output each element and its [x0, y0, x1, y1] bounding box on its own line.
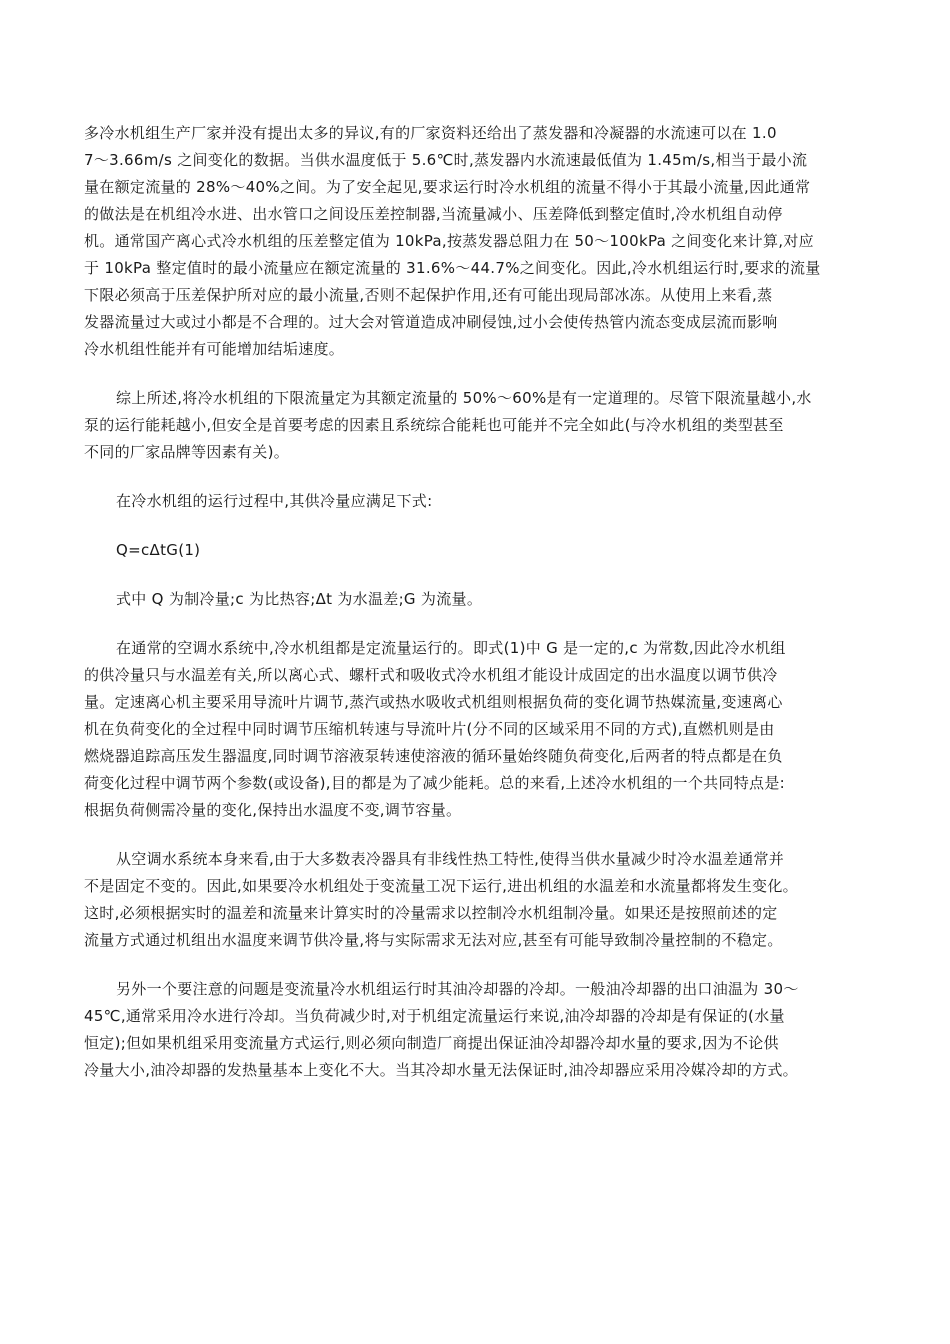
paragraph-gap	[84, 613, 874, 635]
text-line: 在冷水机组的运行过程中,其供冷量应满足下式:	[116, 492, 433, 510]
text-line: 从空调水系统本身来看,由于大多数表冷器具有非线性热工特性,使得当供水量减少时冷水温差通常并	[116, 850, 785, 868]
text-line: 这时,必须根据实时的温差和流量来计算实时的冷量需求以控制冷水机组制冷量。如果还是按照前述的定	[84, 904, 778, 922]
text-line: 根据负荷侧需冷量的变化,保持出水温度不变,调节容量。	[84, 801, 462, 819]
paragraph-gap	[84, 466, 874, 488]
text-line: 不是固定不变的。因此,如果要冷水机组处于变流量工况下运行,进出机组的水温差和水流量都将发生变化。	[84, 877, 798, 895]
paragraph-gap	[84, 954, 874, 976]
text-line: 多冷水机组生产厂家并没有提出太多的异议,有的厂家资料还给出了蒸发器和冷凝器的水流速可以在 1.0	[84, 124, 777, 142]
text-line: 7～3.66m/s 之间变化的数据。当供水温度低于 5.6℃时,蒸发器内水流速最低值为 1.45m/s,相当于最小流	[84, 151, 808, 169]
text-line: 冷水机组性能并有可能增加结垢速度。	[84, 340, 345, 358]
formula-text: Q=cΔtG(1)	[116, 541, 201, 559]
paragraph-gap	[84, 515, 874, 537]
formula	[84, 537, 874, 564]
text-line: 荷变化过程中调节两个参数(或设备),目的都是为了减少能耗。总的来看,上述冷水机组的一个共同特点是:	[84, 774, 785, 792]
paragraph-variable-flow	[84, 846, 874, 954]
text-line: 下限必须高于压差保护所对应的最小流量,否则不起保护作用,还有可能出现局部冰冻。从使用上来看,蒸	[84, 286, 773, 304]
text-line: 冷量大小,油冷却器的发热量基本上变化不大。当其冷却水量无法保证时,油冷却器应采用冷媒冷却的方式。	[84, 1061, 798, 1079]
paragraph-formula-legend	[84, 586, 874, 613]
paragraph-gap	[84, 363, 874, 385]
text-line: 泵的运行能耗越小,但安全是首要考虑的因素且系统综合能耗也可能并不完全如此(与冷水机组的类型甚至	[84, 416, 784, 434]
text-line: 恒定);但如果机组采用变流量方式运行,则必须向制造厂商提出保证油冷却器冷却水量的要求,因为不论供	[84, 1034, 779, 1052]
paragraph-constant-flow	[84, 635, 874, 824]
paragraph-gap	[84, 824, 874, 846]
paragraph-summary	[84, 385, 874, 466]
text-line: 的供冷量只与水温差有关,所以离心式、螺杆式和吸收式冷水机组才能设计成固定的出水温度以调节供冷	[84, 666, 778, 684]
paragraph-formula-intro	[84, 488, 874, 515]
document-page	[84, 120, 874, 1084]
text-line: 量在额定流量的 28%～40%之间。为了安全起见,要求运行时冷水机组的流量不得小于其最小流量,因此通常	[84, 178, 811, 196]
text-line: 燃烧器追踪高压发生器温度,同时调节溶液泵转速使溶液的循环量始终随负荷变化,后两者的特点都是在负	[84, 747, 783, 765]
paragraph-evaporator-flow	[84, 120, 874, 363]
text-line: 不同的厂家品牌等因素有关)。	[84, 443, 290, 461]
text-line: 综上所述,将冷水机组的下限流量定为其额定流量的 50%～60%是有一定道理的。尽管下限流量越小,水	[116, 389, 812, 407]
text-line: 的做法是在机组冷水进、出水管口之间设压差控制器,当流量减小、压差降低到整定值时,冷水机组自动停	[84, 205, 783, 223]
text-line: 流量方式通过机组出水温度来调节供冷量,将与实际需求无法对应,甚至有可能导致制冷量控制的不稳定。	[84, 931, 783, 949]
paragraph-gap	[84, 564, 874, 586]
text-line: 在通常的空调水系统中,冷水机组都是定流量运行的。即式(1)中 G 是一定的,c 为常数,因此冷水机组	[116, 639, 786, 657]
text-line: 机。通常国产离心式冷水机组的压差整定值为 10kPa,按蒸发器总阻力在 50～100kPa 之间变化来计算,对应	[84, 232, 814, 250]
text-line: 另外一个要注意的问题是变流量冷水机组运行时其油冷却器的冷却。一般油冷却器的出口油温为 30～	[116, 980, 799, 998]
text-line: 于 10kPa 整定值时的最小流量应在额定流量的 31.6%～44.7%之间变化。因此,冷水机组运行时,要求的流量	[84, 259, 821, 277]
text-line: 量。定速离心机主要采用导流叶片调节,蒸汽或热水吸收式机组则根据负荷的变化调节热媒流量,变速离心	[84, 693, 783, 711]
paragraph-oil-cooler	[84, 976, 874, 1084]
text-line: 机在负荷变化的全过程中同时调节压缩机转速与导流叶片(分不同的区域采用不同的方式),直燃机则是由	[84, 720, 775, 738]
text-line: 45℃,通常采用冷水进行冷却。当负荷减少时,对于机组定流量运行来说,油冷却器的冷却是有保证的(水量	[84, 1007, 785, 1025]
text-line: 式中 Q 为制冷量;c 为比热容;Δt 为水温差;G 为流量。	[116, 590, 483, 608]
text-line: 发器流量过大或过小都是不合理的。过大会对管道造成冲刷侵蚀,过小会使传热管内流态变成层流而影响	[84, 313, 778, 331]
